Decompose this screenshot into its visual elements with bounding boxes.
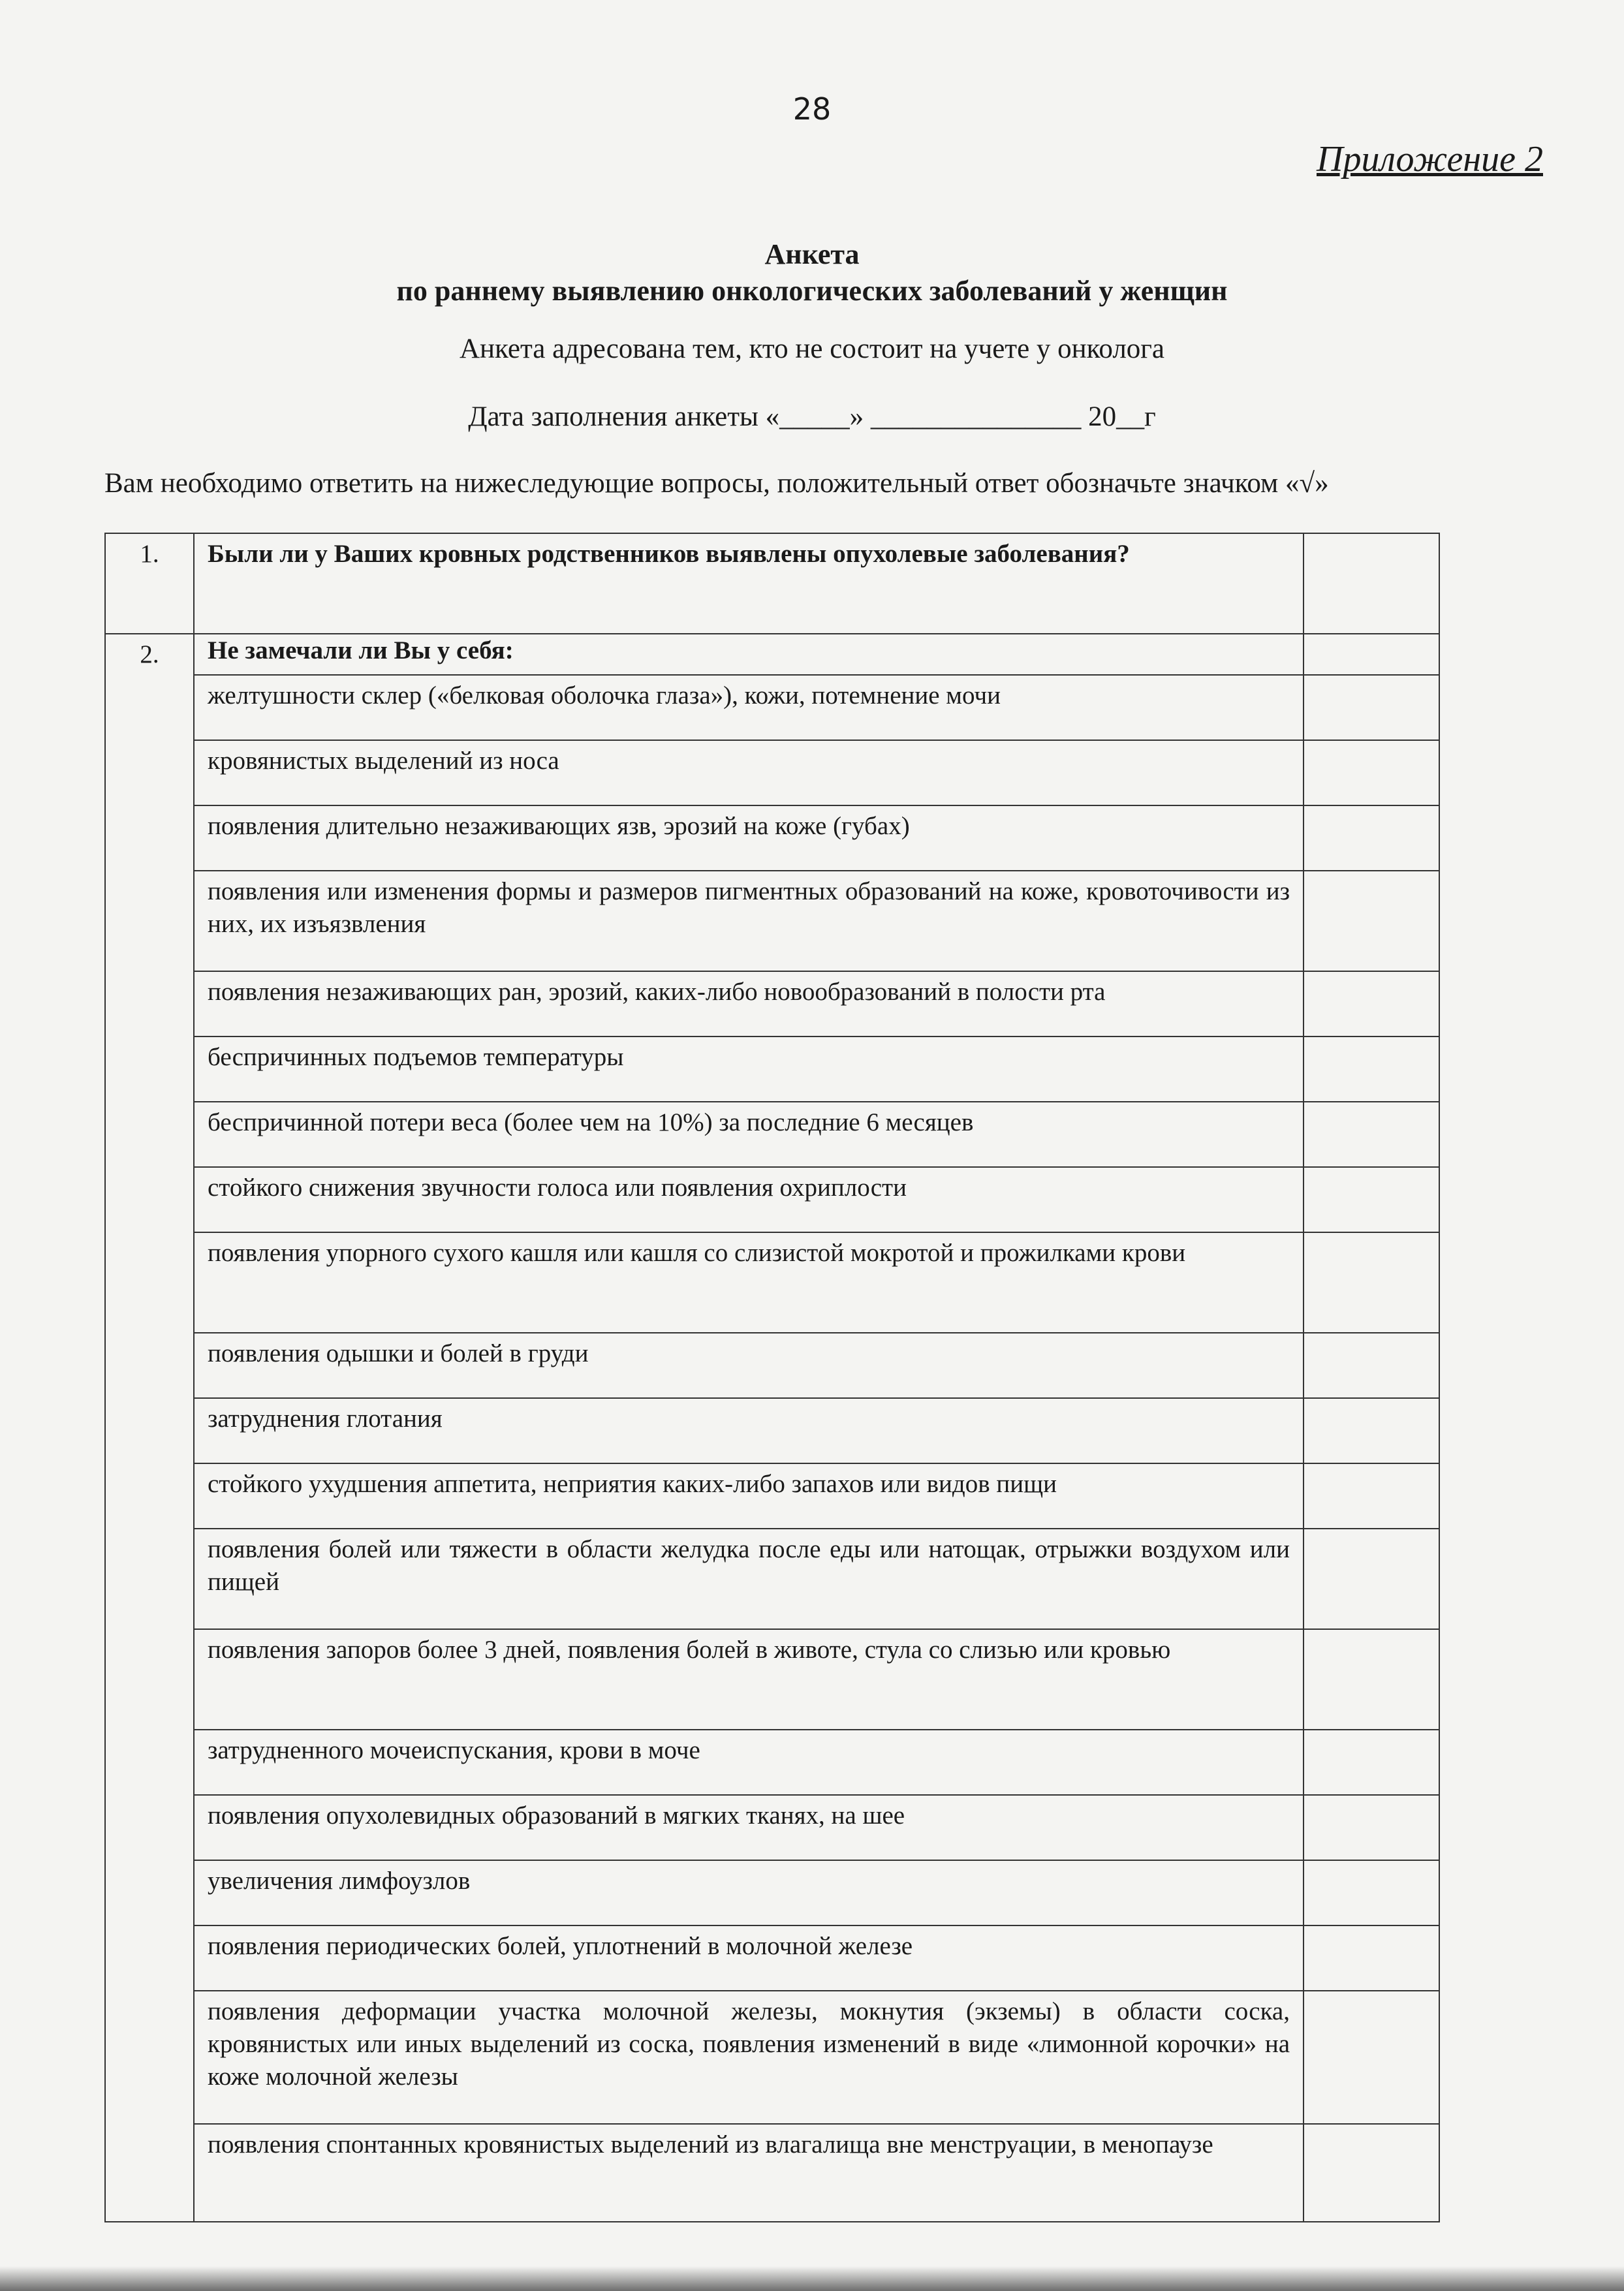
question-number: 2. <box>105 634 194 675</box>
symptom-row <box>105 871 1439 971</box>
answer-checkbox-cell[interactable] <box>1304 1333 1439 1398</box>
symptom-row <box>105 1232 1439 1333</box>
answer-checkbox-cell[interactable] <box>1304 1925 1439 1991</box>
symptom-row <box>105 971 1439 1036</box>
symptom-text: появления упорного сухого кашля или кашля со слизистой мокротой и прожилками крови <box>194 1232 1304 1333</box>
instruction-text: Вам необходимо ответить на нижеследующие вопросы, положительный ответ обозначьте значком «√» <box>104 468 1329 499</box>
answer-checkbox-cell[interactable] <box>1304 1167 1439 1232</box>
answer-checkbox-cell[interactable] <box>1304 1232 1439 1333</box>
symptom-text: кровянистых выделений из носа <box>194 740 1304 805</box>
symptom-row <box>105 1991 1439 2124</box>
symptom-row <box>105 1398 1439 1463</box>
symptom-row <box>105 1730 1439 1795</box>
symptom-text: появления запоров более 3 дней, появления болей в животе, стула со слизью или кровью <box>194 1629 1304 1730</box>
question-number: 1. <box>105 533 194 634</box>
answer-checkbox-cell[interactable] <box>1304 740 1439 805</box>
answer-checkbox-cell[interactable] <box>1304 1629 1439 1730</box>
symptom-row <box>105 1333 1439 1398</box>
symptom-text: увеличения лимфоузлов <box>194 1860 1304 1925</box>
answer-checkbox-cell[interactable] <box>1304 1036 1439 1102</box>
answer-checkbox-cell[interactable] <box>1304 1795 1439 1860</box>
question-1-row <box>105 533 1439 634</box>
page-number: 28 <box>792 91 832 127</box>
question-text: Были ли у Ваших кровных родственников выявлены опухолевые заболевания? <box>194 533 1304 634</box>
answer-checkbox-cell[interactable] <box>1304 1102 1439 1167</box>
addressed-note: Анкета адресована тем, кто не состоит на учете у онколога <box>459 334 1165 364</box>
symptom-text: появления периодических болей, уплотнений в молочной железе <box>194 1925 1304 1991</box>
symptom-text: появления или изменения формы и размеров пигментных образований на коже, кровоточивости из них, их изъязвления <box>194 871 1304 971</box>
symptom-text: появления спонтанных кровянистых выделений из влагалища вне менструации, в менопаузе <box>194 2124 1304 2222</box>
symptom-row <box>105 1860 1439 1925</box>
symptom-text: появления деформации участка молочной железы, мокнутия (экземы) в области соска, кровянистых или иных выделений из соска, появления изменений в виде «лимонной корочки» на коже молочной железы <box>194 1991 1304 2124</box>
title-line-1: Анкета <box>764 238 860 270</box>
row-number-cell <box>105 675 194 2222</box>
answer-checkbox-cell[interactable] <box>1304 805 1439 871</box>
symptom-row <box>105 740 1439 805</box>
symptom-row <box>105 1529 1439 1629</box>
answer-checkbox-cell[interactable] <box>1304 1463 1439 1529</box>
date-line: Дата заполнения анкеты «_____» _______________ 20__г <box>468 401 1156 432</box>
symptom-row <box>105 805 1439 871</box>
symptom-text: появления болей или тяжести в области желудка после еды или натощак, отрыжки воздухом или пищей <box>194 1529 1304 1629</box>
question-heading: Не замечали ли Вы у себя: <box>194 634 1304 675</box>
symptom-text: стойкого снижения звучности голоса или появления охриплости <box>194 1167 1304 1232</box>
symptom-row <box>105 1463 1439 1529</box>
answer-checkbox-cell[interactable] <box>1304 1730 1439 1795</box>
symptom-text: появления незаживающих ран, эрозий, каких-либо новообразований в полости рта <box>194 971 1304 1036</box>
answer-checkbox-cell[interactable] <box>1304 971 1439 1036</box>
scan-edge-shadow <box>0 2266 1624 2291</box>
symptom-row <box>105 2124 1439 2222</box>
symptom-row <box>105 1629 1439 1730</box>
symptom-row <box>105 1102 1439 1167</box>
survey-table <box>104 533 1440 2222</box>
question-2-heading-row <box>105 634 1439 675</box>
symptom-row <box>105 675 1439 740</box>
symptom-text: появления длительно незаживающих язв, эрозий на коже (губах) <box>194 805 1304 871</box>
symptom-text: стойкого ухудшения аппетита, неприятия каких-либо запахов или видов пищи <box>194 1463 1304 1529</box>
answer-checkbox-cell[interactable] <box>1304 1860 1439 1925</box>
symptom-row <box>105 1167 1439 1232</box>
symptom-text: беспричинных подъемов температуры <box>194 1036 1304 1102</box>
answer-checkbox-cell[interactable] <box>1304 2124 1439 2222</box>
answer-checkbox-cell[interactable] <box>1304 1529 1439 1629</box>
answer-checkbox-cell[interactable] <box>1304 675 1439 740</box>
appendix-label: Приложение 2 <box>1317 139 1543 179</box>
title-line-2: по раннему выявлению онкологических заболеваний у женщин <box>396 275 1228 307</box>
symptom-text: беспричинной потери веса (более чем на 10%) за последние 6 месяцев <box>194 1102 1304 1167</box>
symptom-row <box>105 1925 1439 1991</box>
page-title <box>0 236 1624 309</box>
symptom-text: появления одышки и болей в груди <box>194 1333 1304 1398</box>
answer-checkbox-cell[interactable] <box>1304 871 1439 971</box>
symptom-text: желтушности склер («белковая оболочка глаза»), кожи, потемнение мочи <box>194 675 1304 740</box>
answer-checkbox-cell[interactable] <box>1304 533 1439 634</box>
answer-checkbox-cell[interactable] <box>1304 1398 1439 1463</box>
symptom-row <box>105 1795 1439 1860</box>
symptom-text: появления опухолевидных образований в мягких тканях, на шее <box>194 1795 1304 1860</box>
symptom-row <box>105 1036 1439 1102</box>
symptom-text: затруднения глотания <box>194 1398 1304 1463</box>
answer-checkbox-cell[interactable] <box>1304 634 1439 675</box>
symptom-text: затрудненного мочеиспускания, крови в моче <box>194 1730 1304 1795</box>
answer-checkbox-cell[interactable] <box>1304 1991 1439 2124</box>
